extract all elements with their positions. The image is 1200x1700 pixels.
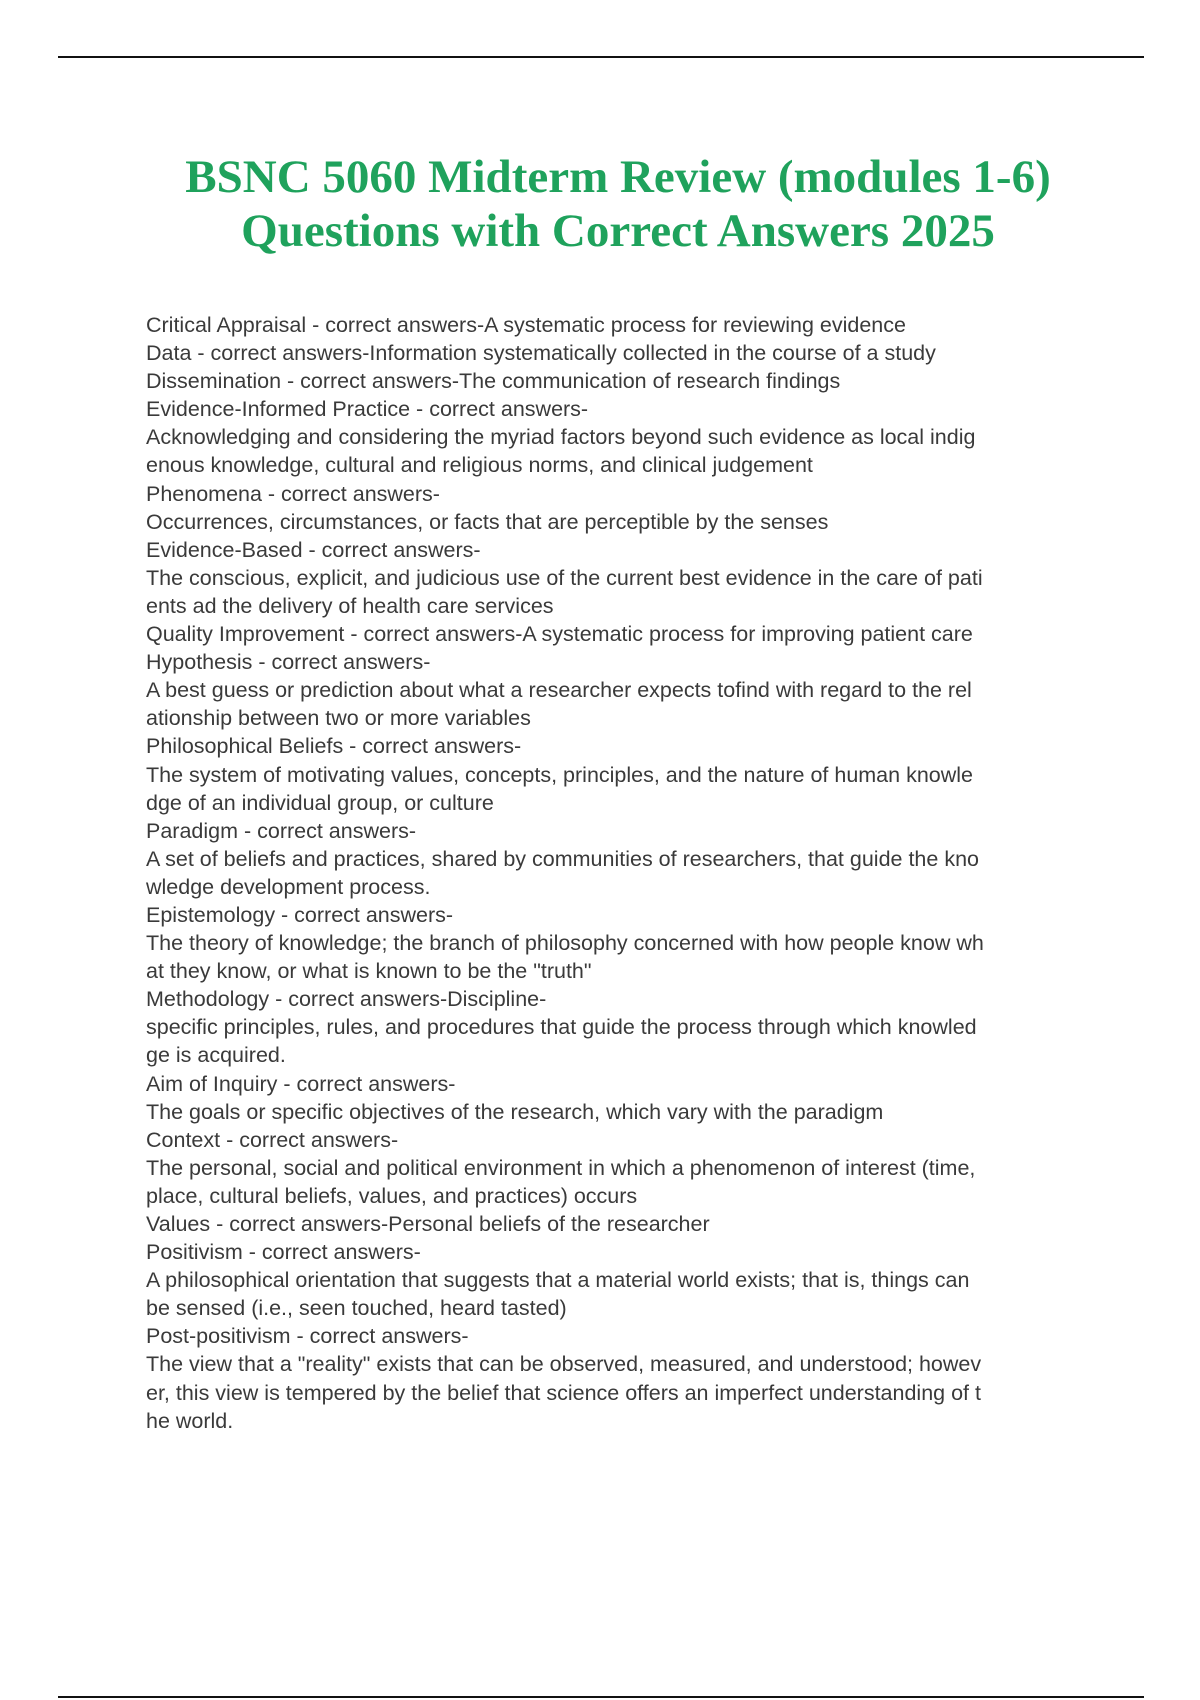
text-line: Hypothesis - correct answers- (146, 650, 431, 675)
text-line: Post-positivism - correct answers- (146, 1324, 469, 1349)
text-line: Values - correct answers-Personal beliefs of the researcher (146, 1212, 710, 1236)
text-line: Phenomena - correct answers- (146, 481, 440, 506)
document-title (0, 150, 1200, 258)
text-line: Occurrences, circumstances, or facts that are perceptible by the senses (146, 509, 829, 534)
text-line: Aim of Inquiry - correct answers- (146, 1071, 456, 1096)
text-line: ents ad the delivery of health care services (146, 593, 554, 618)
text-line: er, this view is tempered by the belief that science offers an imperfect understanding of t (146, 1380, 981, 1405)
text-line: specific principles, rules, and procedures that guide the process through which knowled (146, 1015, 977, 1040)
text-line: The system of motivating values, concepts, principles, and the nature of human knowle (146, 762, 973, 787)
text-line: The theory of knowledge; the branch of philosophy concerned with how people know wh (146, 931, 984, 956)
text-line: Methodology - correct answers-Discipline- (146, 987, 547, 1012)
text-line: Positivism - correct answers- (146, 1240, 421, 1265)
text-line: dge of an individual group, or culture (146, 790, 494, 815)
title-line-1: BSNC 5060 Midterm Review (modules 1-6) (185, 151, 1051, 203)
text-line: Critical Appraisal - correct answers-A systematic process for reviewing evidence (146, 313, 906, 337)
text-line: wledge development process. (146, 874, 431, 899)
text-line: be sensed (i.e., seen touched, heard tasted) (146, 1296, 567, 1321)
text-line: enous knowledge, cultural and religious norms, and clinical judgement (146, 453, 813, 478)
document-body (146, 311, 1096, 1435)
text-line: Evidence-Based - correct answers- (146, 537, 481, 562)
text-line: A philosophical orientation that suggests that a material world exists; that is, things can (146, 1268, 970, 1293)
text-line: A set of beliefs and practices, shared by communities of researchers, that guide the kno (146, 846, 979, 871)
text-line: Epistemology - correct answers- (146, 902, 454, 927)
text-line: place, cultural beliefs, values, and practices) occurs (146, 1183, 638, 1208)
text-line: The view that a "reality" exists that can be observed, measured, and understood; howev (146, 1352, 982, 1377)
text-line: Evidence-Informed Practice - correct answers- (146, 397, 589, 422)
text-line: ationship between two or more variables (146, 706, 531, 731)
text-line: at they know, or what is known to be the "truth" (146, 959, 592, 984)
text-line: Dissemination - correct answers-The communication of research findings (146, 369, 841, 394)
bottom-rule (58, 1696, 1144, 1698)
text-line: A best guess or prediction about what a researcher expects tofind with regard to the rel (146, 678, 972, 703)
text-line: he world. (146, 1408, 234, 1433)
top-rule (58, 56, 1144, 58)
text-line: Acknowledging and considering the myriad factors beyond such evidence as local indig (146, 425, 976, 450)
text-line: Philosophical Beliefs - correct answers- (146, 734, 522, 759)
text-line: ge is acquired. (146, 1043, 286, 1068)
title-line-2: Questions with Correct Answers 2025 (241, 205, 995, 257)
text-line: The personal, social and political environment in which a phenomenon of interest (time, (146, 1155, 976, 1180)
text-line: Context - correct answers- (146, 1127, 399, 1152)
text-line: Data - correct answers-Information systematically collected in the course of a study (146, 341, 936, 366)
text-line: Paradigm - correct answers- (146, 818, 417, 843)
text-line: The goals or specific objectives of the research, which vary with the paradigm (146, 1099, 884, 1124)
text-line: The conscious, explicit, and judicious use of the current best evidence in the care of pati (146, 565, 983, 590)
text-line: Quality Improvement - correct answers-A systematic process for improving patient care (146, 622, 973, 647)
